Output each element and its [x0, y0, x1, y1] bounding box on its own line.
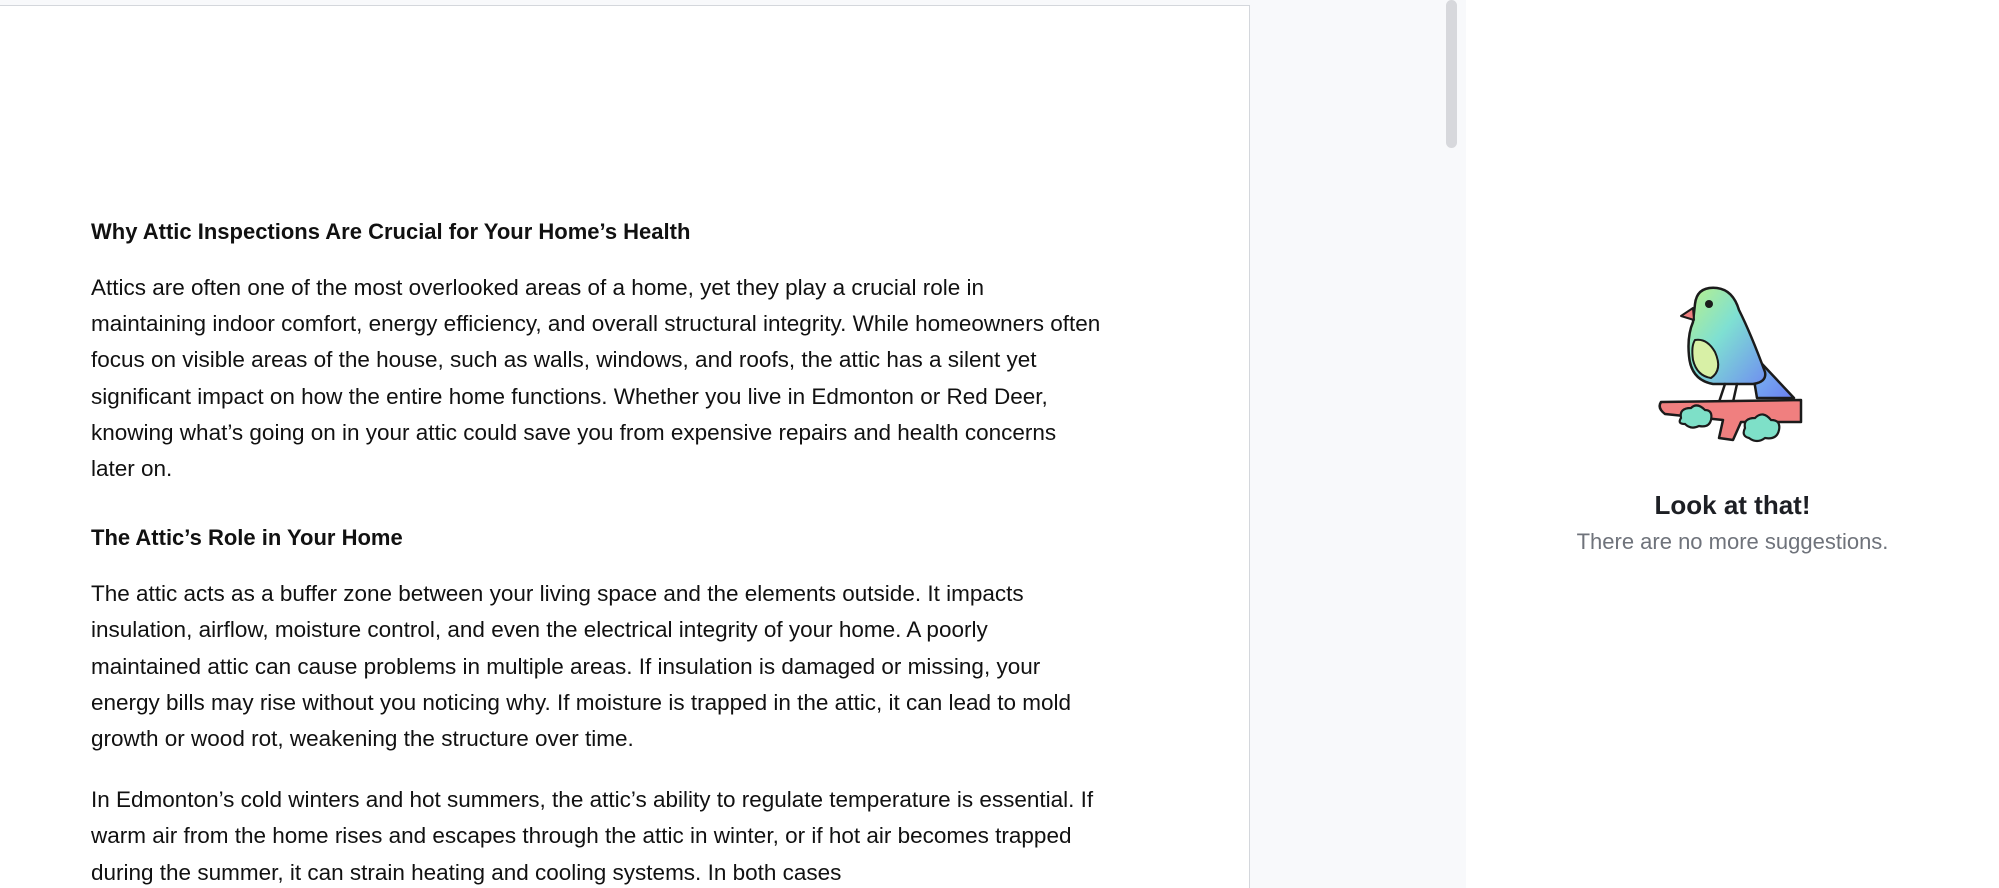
suggestions-panel: [1466, 0, 1999, 888]
doc-paragraph-1: Attics are often one of the most overlooked areas of a home, yet they play a crucial role in maintaining indoor comfort, energy efficiency, and overall structural integrity. While homeowners often focus on visible areas of the house, such as walls, windows, and roofs, the attic has a silent yet significant impact on how the entire home functions. Whether you live in Edmonton or Red Deer, knowing what’s going on in your attic could save you from expensive repairs and health concerns later on.: [91, 275, 1101, 482]
empty-state-title: Look at that!: [1654, 490, 1811, 520]
empty-state-subtitle: There are no more suggestions.: [1576, 529, 1889, 554]
doc-heading-2: The Attic’s Role in Your Home: [91, 525, 403, 551]
scrollbar-thumb[interactable]: [1446, 0, 1457, 148]
doc-heading-1: Why Attic Inspections Are Crucial for Your Home’s Health: [91, 219, 691, 244]
empty-state: [1466, 280, 1999, 555]
doc-paragraph-3: In Edmonton’s cold winters and hot summers, the attic’s ability to regulate temperature is essential. If warm air from the home rises and escapes through the attic in winter, or if hot air becomes trapped during the summer, it can strain heating and cooling systems. In both cases: [91, 787, 1094, 885]
bird-on-branch-illustration: [1653, 280, 1813, 448]
document-body[interactable]: [91, 214, 1101, 888]
doc-paragraph-2: The attic acts as a buffer zone between your living space and the elements outside. It impacts insulation, airflow, moisture control, and even the electrical integrity of your home. A poorly maintained attic can cause problems in multiple areas. If insulation is damaged or missing, your energy bills may rise without you noticing why. If moisture is trapped in the attic, it can lead to mold growth or wood rot, weakening the structure over time.: [91, 581, 1072, 752]
scrollbar[interactable]: [1444, 0, 1460, 888]
document-page[interactable]: [0, 5, 1250, 888]
